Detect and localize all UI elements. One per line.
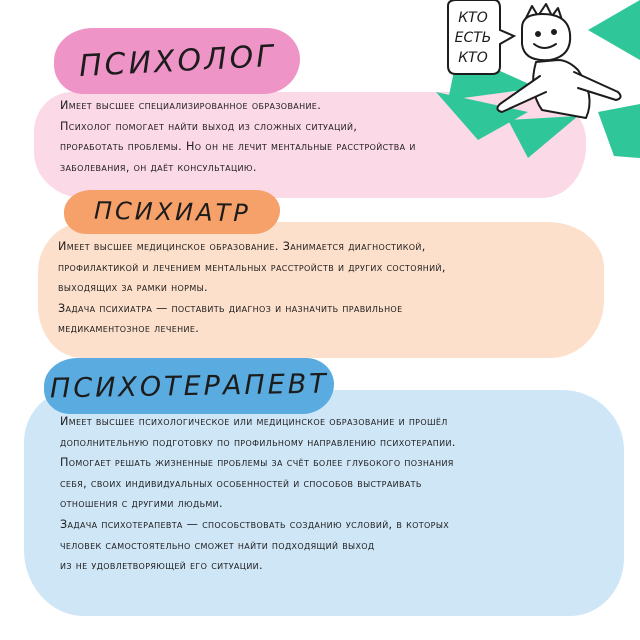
description-line: человек самостоятельно сможет найти подходящий выход bbox=[60, 538, 375, 552]
description-line: Помогает решать жизненные проблемы за счёт более глубокого познания bbox=[60, 456, 454, 470]
psychotherapist-description bbox=[60, 412, 456, 577]
corner-illustration bbox=[418, 0, 640, 160]
description-line: Задача психиатра — поставить диагноз и назначить правильное bbox=[58, 301, 403, 315]
bubble-line-1: КТО bbox=[458, 10, 488, 26]
description-line: Имеет высшее медицинское образование. Занимается диагностикой, bbox=[58, 240, 426, 253]
psychologist-title-pill bbox=[54, 28, 300, 94]
description-line: профилактикой и лечением ментальных расстройств и других состояний, bbox=[58, 260, 446, 274]
psychotherapist-title-pill bbox=[44, 358, 334, 414]
description-line: Психолог помогает найти выход из сложных ситуаций, bbox=[60, 119, 358, 133]
psychologist-description bbox=[60, 96, 416, 178]
psychiatrist-title: ПСИХИАТР bbox=[93, 196, 251, 228]
doodle-character-icon bbox=[497, 4, 620, 118]
description-line: проработать проблемы. Но он не лечит ментальные расстройства и bbox=[60, 140, 416, 154]
description-line: выходящих за рамки нормы. bbox=[58, 281, 208, 295]
description-line: медикаментозное лечение. bbox=[58, 322, 200, 336]
speech-bubble-icon bbox=[448, 0, 514, 74]
psychiatrist-title-pill bbox=[64, 190, 280, 234]
bubble-line-2: ЕСТЬ bbox=[454, 30, 492, 46]
description-line: Имеет высшее специализированное образование. bbox=[60, 99, 322, 112]
description-line: заболевания, он даёт консультацию. bbox=[60, 160, 257, 174]
description-line: отношения с другими людьми. bbox=[60, 497, 223, 511]
psychologist-title: ПСИХОЛОГ bbox=[77, 38, 277, 84]
description-line: дополнительную подготовку по профильному направлению психотерапии. bbox=[60, 435, 456, 449]
description-line: себя, своих индивидуальных особенностей и способов выстраивать bbox=[60, 476, 422, 490]
description-line: из не удовлетворяющей его ситуации. bbox=[60, 559, 263, 573]
description-line: Имеет высшее психологическое или медицинское образование и прошёл bbox=[60, 415, 448, 428]
description-line: Задача психотерапевта — способствовать созданию условий, в которых bbox=[60, 517, 450, 531]
psychotherapist-title: ПСИХОТЕРАПЕВТ bbox=[49, 368, 329, 404]
psychiatrist-description bbox=[58, 237, 446, 340]
bubble-line-3: КТО bbox=[458, 50, 488, 66]
